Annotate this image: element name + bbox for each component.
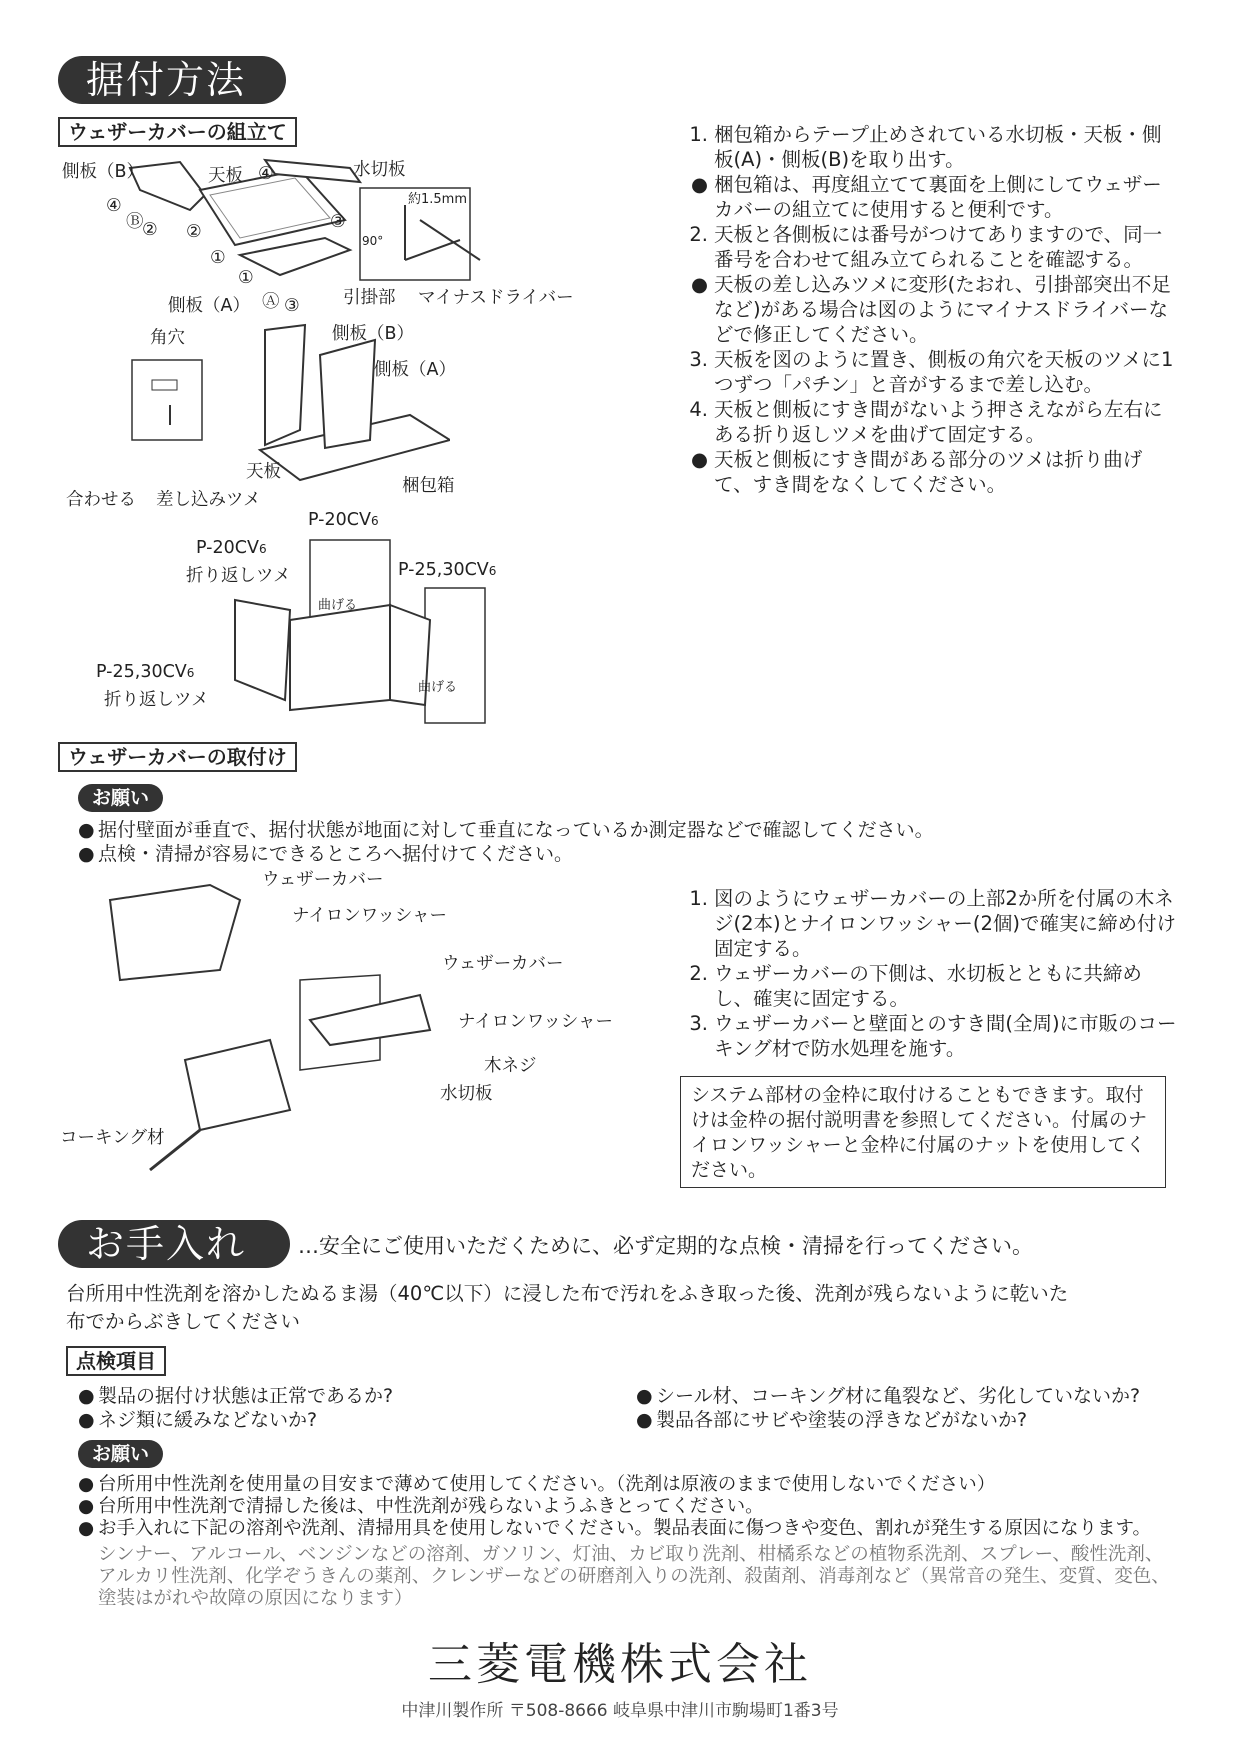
mount-request-badge: お願い [78,784,163,812]
bullet-dot: ● [78,1385,95,1407]
fig3-p20-fold-label: 折り返しツメ [186,566,291,586]
bullet-item [78,1384,598,1408]
fig3-p2530-fold-text-model: P-25,30CV [96,662,187,682]
step-text: 図のようにウェザーカバーの上部2か所を付属の木ネジ(2本)とナイロンワッシャー(2個)で確実に締め付け固定する。 [714,887,1177,960]
bullet-dot: ● [78,819,95,841]
mount-requests [78,818,1178,866]
fig1-drain-label: 水切板 [353,160,406,180]
step-marker: 2. [689,223,708,246]
step-text: 天板を図のように置き、側板の角穴を天板のツメに1つずつ「パチン」と音がするまで差し込む。 [714,348,1174,396]
step-marker: 1. [689,887,708,910]
mount-diagram [90,880,450,1200]
fig3-p20-fold-model [196,538,267,558]
step-text: 天板と側板にすき間がないよう押さえながら左右にある折り返しツメを曲げて固定する。 [714,398,1163,446]
bullet-item [78,1408,598,1432]
bullet-text: 点検・清掃が容易にできるところへ据付けてください。 [98,843,574,865]
fig1-num-1a: ① [210,248,226,268]
fig3-bend2-label: 曲げる [418,680,458,695]
step-text: 天板と各側板には番号がつけてありますので、同一番号を合わせて組み立てられることを確認する。 [714,223,1163,271]
fig3-p2530-fold-label: 折り返しツメ [104,690,209,710]
fig2-side-a-label: 側板（A） [374,360,456,380]
step-marker: 2. [689,962,708,985]
fig2-side-b-label: 側板（B） [332,324,415,344]
fig1-num-a: Ⓐ [262,292,280,312]
step-item [680,172,1180,222]
fig4-washer1-label: ナイロンワッシャー [292,906,448,926]
step-item [680,397,1180,447]
bullet-text: お手入れに下記の溶剤や洗剤、清掃用具を使用しないでください。製品表面に傷つきや変色、割れが発生する原因になります。 [98,1518,1152,1539]
step-text: 梱包箱からテープ止めされている水切板・天板・側板(A)・側板(B)を取り出す。 [714,123,1162,171]
fig1-num-4a: ④ [106,196,122,216]
bullet-dot: ● [636,1385,653,1407]
bullet-item [78,1474,1198,1496]
step-item [680,1011,1180,1061]
fig1-num-b: Ⓑ [126,212,144,232]
fig1-num-2a: ② [142,220,158,240]
step-item [680,447,1180,497]
bullet-text: 製品各部にサビや塗装の浮きなどがないか? [656,1409,1028,1431]
fig2-top-label: 天板 [246,462,281,482]
fig3-p20-fold-text-model: P-20CV [196,538,259,558]
bullet-text: 製品の据付け状態は正常であるか? [98,1385,394,1407]
step-item [680,347,1180,397]
step-marker: 4. [689,398,708,421]
fig4-cover2-label: ウェザーカバー [442,954,564,974]
fig2-insert-label: 差し込みツメ [156,490,261,510]
fig2-align-label: 合わせる [66,490,136,510]
step-text: 天板と側板にすき間がある部分のツメは折り曲げて、すき間をなくしてください。 [714,448,1143,496]
fig3-bend1-label: 曲げる [318,598,358,613]
fig1-approx-label: 約1.5mm [408,192,468,207]
fig3-p2530-fold-model [96,662,194,682]
care-request-badge: お願い [78,1440,163,1468]
step-item [680,961,1180,1011]
fig1-num-3a: ③ [330,212,346,232]
bullet-dot: ● [78,1474,95,1495]
fig3-p20-sub: 6 [370,514,379,528]
note-box: システム部材の金枠に取付けることもできます。取付けは金枠の据付説明書を参照してください。付属のナイロンワッシャーと金枠に付属のナットを使用してください。 [680,1076,1166,1188]
fig1-num-4b: ④ [258,164,274,184]
fig3-p20-label [308,510,379,530]
step-text: ウェザーカバーの下側は、水切板とともに共締めし、確実に固定する。 [714,962,1142,1010]
fig2-box-label: 梱包箱 [402,476,455,496]
fig4-washer2-label: ナイロンワッシャー [458,1012,614,1032]
fig3-p2530-sub: 6 [488,564,497,578]
assembly-heading: ウェザーカバーの組立て [58,117,297,147]
step-marker: 1. [689,123,708,146]
step-marker: 3. [689,348,708,371]
fig1-top-label: 天板 [208,166,243,186]
bullet-item [78,1518,1198,1540]
fig2-square-hole-label: 角穴 [150,328,185,348]
bullet-text: 台所用中性洗剤で清掃した後は、中性洗剤が残らないようふきとってください。 [98,1496,764,1517]
step-text: 天板の差し込みツメに変形(たおれ、引掛部突出不足など)がある場合は図のようにマイナスドライバーなどで修正してください。 [714,273,1171,346]
step-marker: ● [690,273,708,296]
care-requests [78,1474,1198,1540]
care-intro: …安全にご使用いただくために、必ず定期的な点検・清掃を行ってください。 [298,1234,1033,1258]
step-item [680,222,1180,272]
fig3-p20-text: P-20CV [308,510,371,530]
step-item [680,122,1180,172]
care-text-line1: 台所用中性洗剤を溶かしたぬるま湯（40℃以下）に浸した布で汚れをふき取った後、洗剤が残らないように乾いた [66,1282,1069,1305]
step-marker: ● [690,173,708,196]
step-text: ウェザーカバーと壁面とのすき間(全周)に市販のコーキング材で防水処理を施す。 [714,1012,1177,1060]
fig1-num-2b: ② [186,222,202,242]
bullet-item [78,842,1178,866]
check-heading: 点検項目 [66,1346,166,1376]
fig1-side-a-label: 側板（A） [168,296,250,316]
bullet-text: ネジ類に緩みなどないか? [98,1409,318,1431]
bullet-dot: ● [78,1496,95,1517]
install-section-title: 据付方法 [58,56,286,104]
bullet-dot: ● [636,1409,653,1431]
fig4-screw-label: 木ネジ [484,1056,537,1076]
check-right-list [636,1384,1196,1432]
step-item [680,272,1180,347]
bullet-item [636,1384,1196,1408]
step-marker: 3. [689,1012,708,1035]
step-text: 梱包箱は、再度組立てて裏面を上側にしてウェザーカバーの組立てに使用すると便利です。 [714,173,1162,221]
mount-heading: ウェザーカバーの取付け [58,742,297,772]
fig3-p2530-label [398,560,496,580]
company-address: 中津川製作所 〒508-8666 岐阜県中津川市駒場町1番3号 [401,1701,839,1721]
fig4-drain-label: 水切板 [440,1084,493,1104]
bullet-dot: ● [78,1518,95,1539]
bullet-dot: ● [78,843,95,865]
bullet-text: 据付壁面が垂直で、据付状態が地面に対して垂直になっているか測定器などで確認してください。 [98,819,934,841]
assembly-steps [680,122,1180,497]
fig3-p20-fold-sub: 6 [258,542,267,556]
bullet-text: シール材、コーキング材に亀裂など、劣化していないか? [656,1385,1141,1407]
fig1-deg-label: 90° [362,234,384,248]
fig1-driver-label: マイナスドライバー [418,288,574,308]
fig1-num-1b: ① [238,268,254,288]
company-name: 三菱電機株式会社 [428,1639,812,1690]
mount-steps [680,886,1180,1061]
fig3-p2530-fold-sub: 6 [186,666,195,680]
bullet-text: 台所用中性洗剤を使用量の目安まで薄めて使用してください。（洗剤は原液のままで使用しないでください） [98,1474,996,1495]
check-left-list [78,1384,598,1432]
step-marker: ● [690,448,708,471]
care-text-line2: 布でからぶきしてください [66,1310,301,1333]
fig4-caulk-label: コーキング材 [60,1128,165,1148]
solvents-list: シンナー、アルコール、ベンジンなどの溶剤、ガソリン、灯油、カビ取り洗剤、柑橘系などの植物系洗剤、スプレー、酸性洗剤、アルカリ性洗剤、化学ぞうきんの薬剤、クレンザーなどの研磨剤入りの洗剤、殺菌剤、消毒剤など（異常音の発生、変質、変色、塗装はがれや故障の原因になります） [98,1544,1170,1609]
bullet-item [78,818,1178,842]
fig1-hook-label: 引掛部 [343,288,396,308]
bullet-dot: ● [78,1409,95,1431]
fig1-num-3b: ③ [284,296,300,316]
fig4-cover1-label: ウェザーカバー [262,870,384,890]
bullet-item [78,1496,1198,1518]
fig1-side-b-label: 側板（B） [62,162,145,182]
bullet-item [636,1408,1196,1432]
care-section-title: お手入れ [58,1220,290,1268]
step-item [680,886,1180,961]
fig3-p2530-text: P-25,30CV [398,560,489,580]
